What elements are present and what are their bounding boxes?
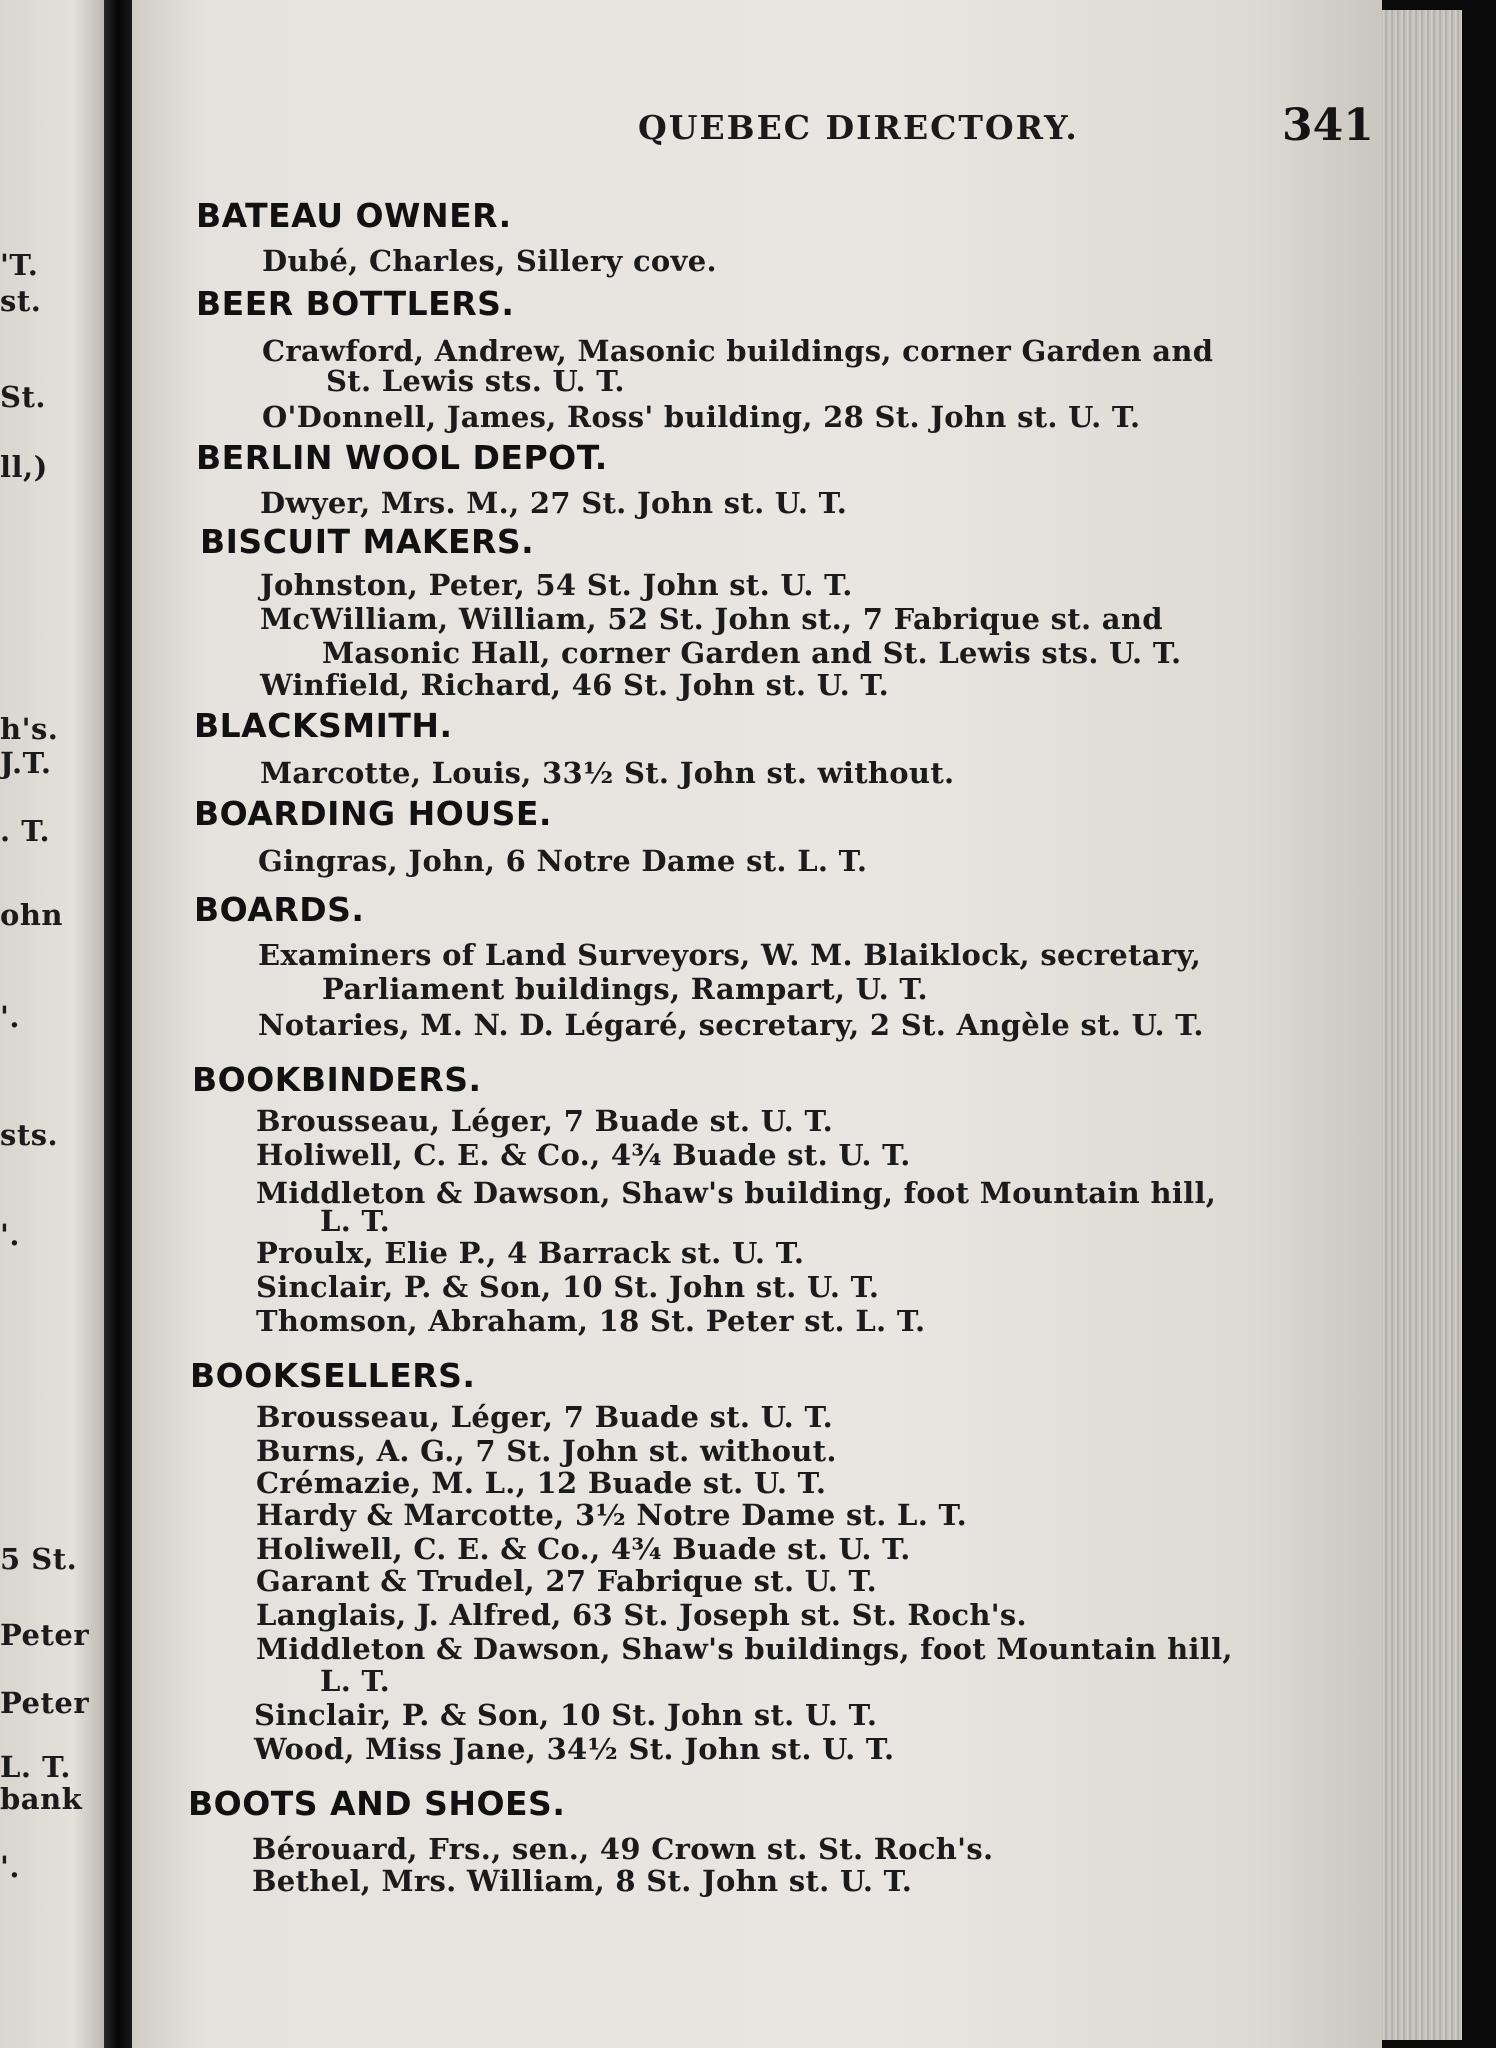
directory-entry: Masonic Hall, corner Garden and St. Lewis sts. U. T. bbox=[322, 636, 1182, 670]
directory-entry: Holiwell, C. E. & Co., 4¾ Buade st. U. T. bbox=[256, 1532, 911, 1566]
section-heading: BOOKBINDERS. bbox=[192, 1060, 482, 1099]
left-fragment: st. bbox=[0, 284, 42, 318]
left-fragment: '. bbox=[0, 1850, 20, 1884]
left-fragment: h's. bbox=[0, 712, 59, 746]
directory-entry: Sinclair, P. & Son, 10 St. John st. U. T. bbox=[256, 1270, 880, 1304]
directory-entry: Examiners of Land Surveyors, W. M. Blaiklock, secretary, bbox=[258, 938, 1202, 972]
section-heading: BOARDING HOUSE. bbox=[194, 794, 552, 833]
directory-entry: Proulx, Elie P., 4 Barrack st. U. T. bbox=[256, 1236, 805, 1270]
directory-entry: Brousseau, Léger, 7 Buade st. U. T. bbox=[256, 1400, 833, 1434]
directory-entry: Wood, Miss Jane, 34½ St. John st. U. T. bbox=[254, 1732, 895, 1766]
directory-entry: L. T. bbox=[320, 1664, 391, 1698]
directory-entry: Dwyer, Mrs. M., 27 St. John st. U. T. bbox=[260, 486, 848, 520]
left-fragment: L. T. bbox=[0, 1750, 72, 1784]
directory-entry: Langlais, J. Alfred, 63 St. Joseph st. St. Roch's. bbox=[256, 1598, 1027, 1632]
left-fragment: '. bbox=[0, 1218, 20, 1252]
directory-entry: Bérouard, Frs., sen., 49 Crown st. St. Roch's. bbox=[252, 1832, 994, 1866]
directory-entry: Hardy & Marcotte, 3½ Notre Dame st. L. T. bbox=[256, 1498, 968, 1532]
page-stack-edge bbox=[1382, 10, 1462, 2040]
directory-entry: Winfield, Richard, 46 St. John st. U. T. bbox=[260, 668, 889, 702]
directory-entry: Middleton & Dawson, Shaw's buildings, foot Mountain hill, bbox=[256, 1632, 1233, 1666]
section-heading: BISCUIT MAKERS. bbox=[200, 522, 535, 561]
left-fragment: ll,) bbox=[0, 450, 48, 484]
directory-entry: Middleton & Dawson, Shaw's building, foot Mountain hill, bbox=[256, 1176, 1217, 1210]
directory-entry: Parliament buildings, Rampart, U. T. bbox=[322, 972, 928, 1006]
left-fragment: St. bbox=[0, 380, 46, 414]
left-fragment: J.T. bbox=[0, 746, 52, 780]
directory-entry: McWilliam, William, 52 St. John st., 7 Fabrique st. and bbox=[260, 602, 1163, 636]
directory-entry: St. Lewis sts. U. T. bbox=[326, 364, 625, 398]
left-fragment: '. bbox=[0, 1000, 20, 1034]
directory-entry: Notaries, M. N. D. Légaré, secretary, 2 St. Angèle st. U. T. bbox=[258, 1008, 1204, 1042]
directory-entry: Garant & Trudel, 27 Fabrique st. U. T. bbox=[256, 1564, 878, 1598]
section-heading: BLACKSMITH. bbox=[194, 706, 453, 745]
book-gutter bbox=[104, 0, 132, 2048]
left-fragment: sts. bbox=[0, 1118, 59, 1152]
page-number: 341 bbox=[1282, 100, 1374, 151]
directory-entry: Dubé, Charles, Sillery cove. bbox=[262, 244, 717, 278]
directory-entry: Thomson, Abraham, 18 St. Peter st. L. T. bbox=[256, 1304, 926, 1338]
directory-entry: Marcotte, Louis, 33½ St. John st. without. bbox=[260, 756, 955, 790]
directory-page bbox=[132, 0, 1382, 2048]
left-fragment: Peter bbox=[0, 1686, 90, 1720]
directory-entry: Crawford, Andrew, Masonic buildings, corner Garden and bbox=[262, 334, 1214, 368]
section-heading: BOOTS AND SHOES. bbox=[188, 1784, 566, 1823]
directory-entry: Crémazie, M. L., 12 Buade st. U. T. bbox=[256, 1466, 827, 1500]
directory-entry: Johnston, Peter, 54 St. John st. U. T. bbox=[260, 568, 853, 602]
directory-entry: L. T. bbox=[320, 1204, 391, 1238]
left-fragment: bank bbox=[0, 1782, 83, 1816]
section-heading: BOARDS. bbox=[194, 890, 365, 929]
directory-entry: Holiwell, C. E. & Co., 4¾ Buade st. U. T. bbox=[256, 1138, 911, 1172]
section-heading: BEER BOTTLERS. bbox=[196, 284, 515, 323]
directory-entry: Burns, A. G., 7 St. John st. without. bbox=[256, 1434, 837, 1468]
directory-entry: Sinclair, P. & Son, 10 St. John st. U. T. bbox=[254, 1698, 878, 1732]
left-fragment: 'T. bbox=[0, 248, 39, 282]
section-heading: BERLIN WOOL DEPOT. bbox=[196, 438, 608, 477]
left-fragment: 5 St. bbox=[0, 1542, 78, 1576]
directory-entry: Brousseau, Léger, 7 Buade st. U. T. bbox=[256, 1104, 833, 1138]
left-fragment: ohn bbox=[0, 898, 64, 932]
left-fragment: Peter bbox=[0, 1618, 90, 1652]
previous-page-edge bbox=[0, 0, 104, 2048]
page-title: QUEBEC DIRECTORY. bbox=[638, 108, 1079, 147]
directory-entry: O'Donnell, James, Ross' building, 28 St. John st. U. T. bbox=[262, 400, 1141, 434]
section-heading: BOOKSELLERS. bbox=[190, 1356, 476, 1395]
left-fragment: . T. bbox=[0, 814, 51, 848]
section-heading: BATEAU OWNER. bbox=[196, 196, 512, 235]
directory-entry: Gingras, John, 6 Notre Dame st. L. T. bbox=[258, 844, 868, 878]
directory-entry: Bethel, Mrs. William, 8 St. John st. U. T. bbox=[252, 1864, 913, 1898]
